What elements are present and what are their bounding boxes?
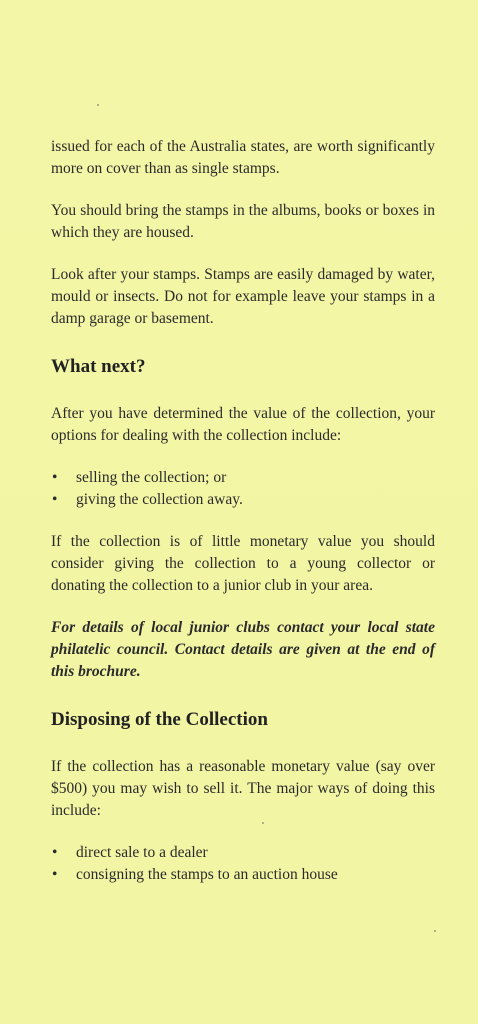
- paragraph-cover-value: issued for each of the Australia states, are worth significantly more on cover than as single stamps.: [51, 138, 435, 177]
- heading-what-next: What next?: [51, 356, 146, 377]
- list-item: [51, 842, 435, 864]
- paragraph-look-after: Look after your stamps. Stamps are easily damaged by water, mould or insects. Do not for example leave your stamps in a damp garage or basement.: [51, 266, 435, 327]
- list-item: [51, 489, 435, 511]
- speck-mark: [434, 930, 436, 932]
- list-item-text: selling the collection; or: [76, 469, 227, 486]
- bullet-icon: •: [52, 844, 58, 861]
- options-list: [51, 467, 435, 511]
- list-item-text: direct sale to a dealer: [76, 844, 208, 861]
- bullet-icon: •: [52, 866, 58, 883]
- paragraph-sell-intro: If the collection has a reasonable monetary value (say over $500) you may wish to sell it. The major ways of doing this include:: [51, 758, 435, 819]
- list-item-text: giving the collection away.: [76, 491, 243, 508]
- paragraph-junior-clubs-note: For details of local junior clubs contact your local state philatelic council. Contact details are given at the end of this brochure.: [51, 619, 435, 680]
- speck-mark: [97, 104, 99, 106]
- bullet-icon: •: [52, 491, 58, 508]
- list-item: [51, 467, 435, 489]
- sale-methods-list: [51, 842, 435, 886]
- bullet-icon: •: [52, 469, 58, 486]
- paragraph-bring-albums: You should bring the stamps in the albums, books or boxes in which they are housed.: [51, 202, 435, 241]
- list-item-text: consigning the stamps to an auction house: [76, 866, 338, 883]
- heading-disposing: Disposing of the Collection: [51, 709, 268, 730]
- list-item: [51, 864, 435, 886]
- paragraph-options-intro: After you have determined the value of the collection, your options for dealing with the collection include:: [51, 405, 435, 444]
- brochure-content: [51, 136, 435, 886]
- paragraph-little-value: If the collection is of little monetary value you should consider giving the collection to a young collector or donating the collection to a junior club in your area.: [51, 533, 435, 594]
